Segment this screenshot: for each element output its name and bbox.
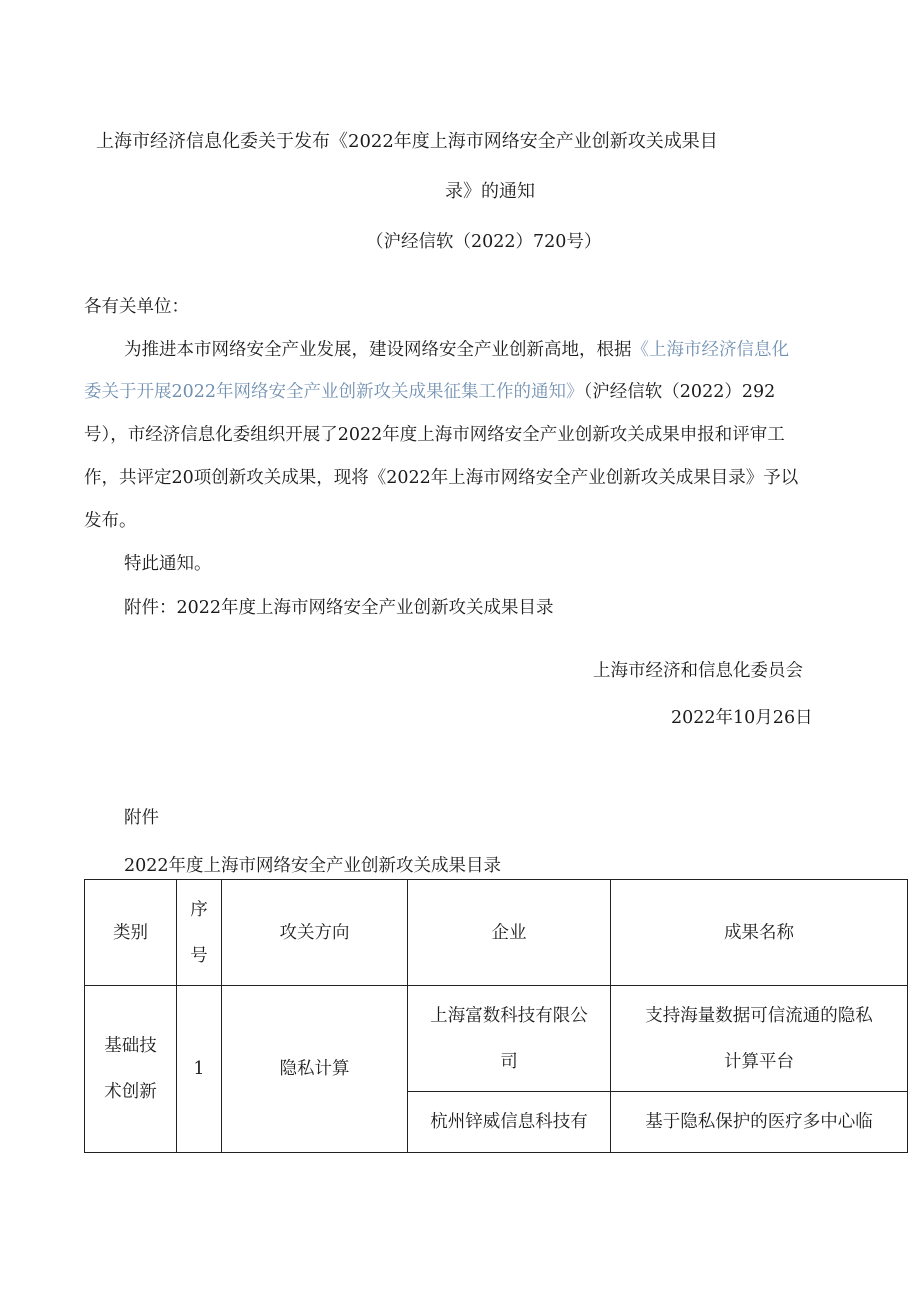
notice-link[interactable]: 《上海市经济信息化 bbox=[631, 340, 789, 360]
company-line-1: 上海富数科技有限公 bbox=[430, 1005, 588, 1026]
header-seq bbox=[177, 880, 222, 986]
row-result bbox=[611, 986, 908, 1092]
row-direction: 隐私计算 bbox=[222, 986, 408, 1153]
header-result: 成果名称 bbox=[611, 880, 908, 986]
header-direction: 攻关方向 bbox=[222, 880, 408, 986]
row-seq: 1 bbox=[177, 986, 222, 1153]
title-line-2: 录》的通知 bbox=[445, 181, 535, 202]
result-line-2: 计算平台 bbox=[724, 1051, 794, 1072]
table-header-row bbox=[85, 880, 908, 986]
row-company: 杭州锌威信息科技有 bbox=[408, 1092, 611, 1153]
header-category: 类别 bbox=[85, 880, 177, 986]
issue-date: 2022年10月26日 bbox=[671, 708, 813, 728]
body-text: （沪经信软（2022）292 bbox=[583, 382, 776, 402]
header-seq-line-1: 序 bbox=[190, 899, 208, 920]
body-line-4: 作，共评定20项创新攻关成果，现将《2022年上海市网络安全产业创新攻关成果目录》予以 bbox=[84, 468, 799, 488]
achievement-catalog-table bbox=[84, 879, 908, 1153]
body-line-1 bbox=[124, 338, 789, 362]
header-seq-line-2: 号 bbox=[190, 945, 208, 966]
title-line-1: 上海市经济信息化委关于发布《2022年度上海市网络安全产业创新攻关成果目 bbox=[96, 131, 718, 152]
row-company bbox=[408, 986, 611, 1092]
body-line-5: 发布。 bbox=[84, 511, 137, 531]
category-line-1: 基础技 bbox=[104, 1036, 157, 1056]
body-text: 为推进本市网络安全产业发展，建设网络安全产业创新高地，根据 bbox=[124, 340, 632, 360]
issuer-signature: 上海市经济和信息化委员会 bbox=[593, 661, 803, 681]
table-row bbox=[85, 986, 908, 1092]
notice-link-continued[interactable]: 委关于开展2022年网络安全产业创新攻关成果征集工作的通知》 bbox=[84, 382, 584, 402]
row-category bbox=[85, 986, 177, 1153]
annex-label: 附件 bbox=[124, 808, 159, 828]
company-line-2: 司 bbox=[500, 1051, 518, 1072]
category-line-2: 术创新 bbox=[104, 1082, 157, 1102]
document-number: （沪经信软（2022）720号） bbox=[366, 232, 602, 252]
header-company: 企业 bbox=[408, 880, 611, 986]
salutation: 各有关单位： bbox=[84, 297, 189, 317]
result-line-1: 支持海量数据可信流通的隐私 bbox=[645, 1005, 873, 1026]
row-result: 基于隐私保护的医疗多中心临 bbox=[611, 1092, 908, 1153]
closing-remark: 特此通知。 bbox=[124, 554, 212, 574]
body-line-3: 号），市经济信息化委组织开展了2022年度上海市网络安全产业创新攻关成果申报和评审工 bbox=[84, 425, 785, 445]
annex-title: 2022年度上海市网络安全产业创新攻关成果目录 bbox=[124, 856, 502, 876]
attachment-note: 附件：2022年度上海市网络安全产业创新攻关成果目录 bbox=[124, 598, 554, 618]
body-line-2 bbox=[84, 380, 775, 404]
